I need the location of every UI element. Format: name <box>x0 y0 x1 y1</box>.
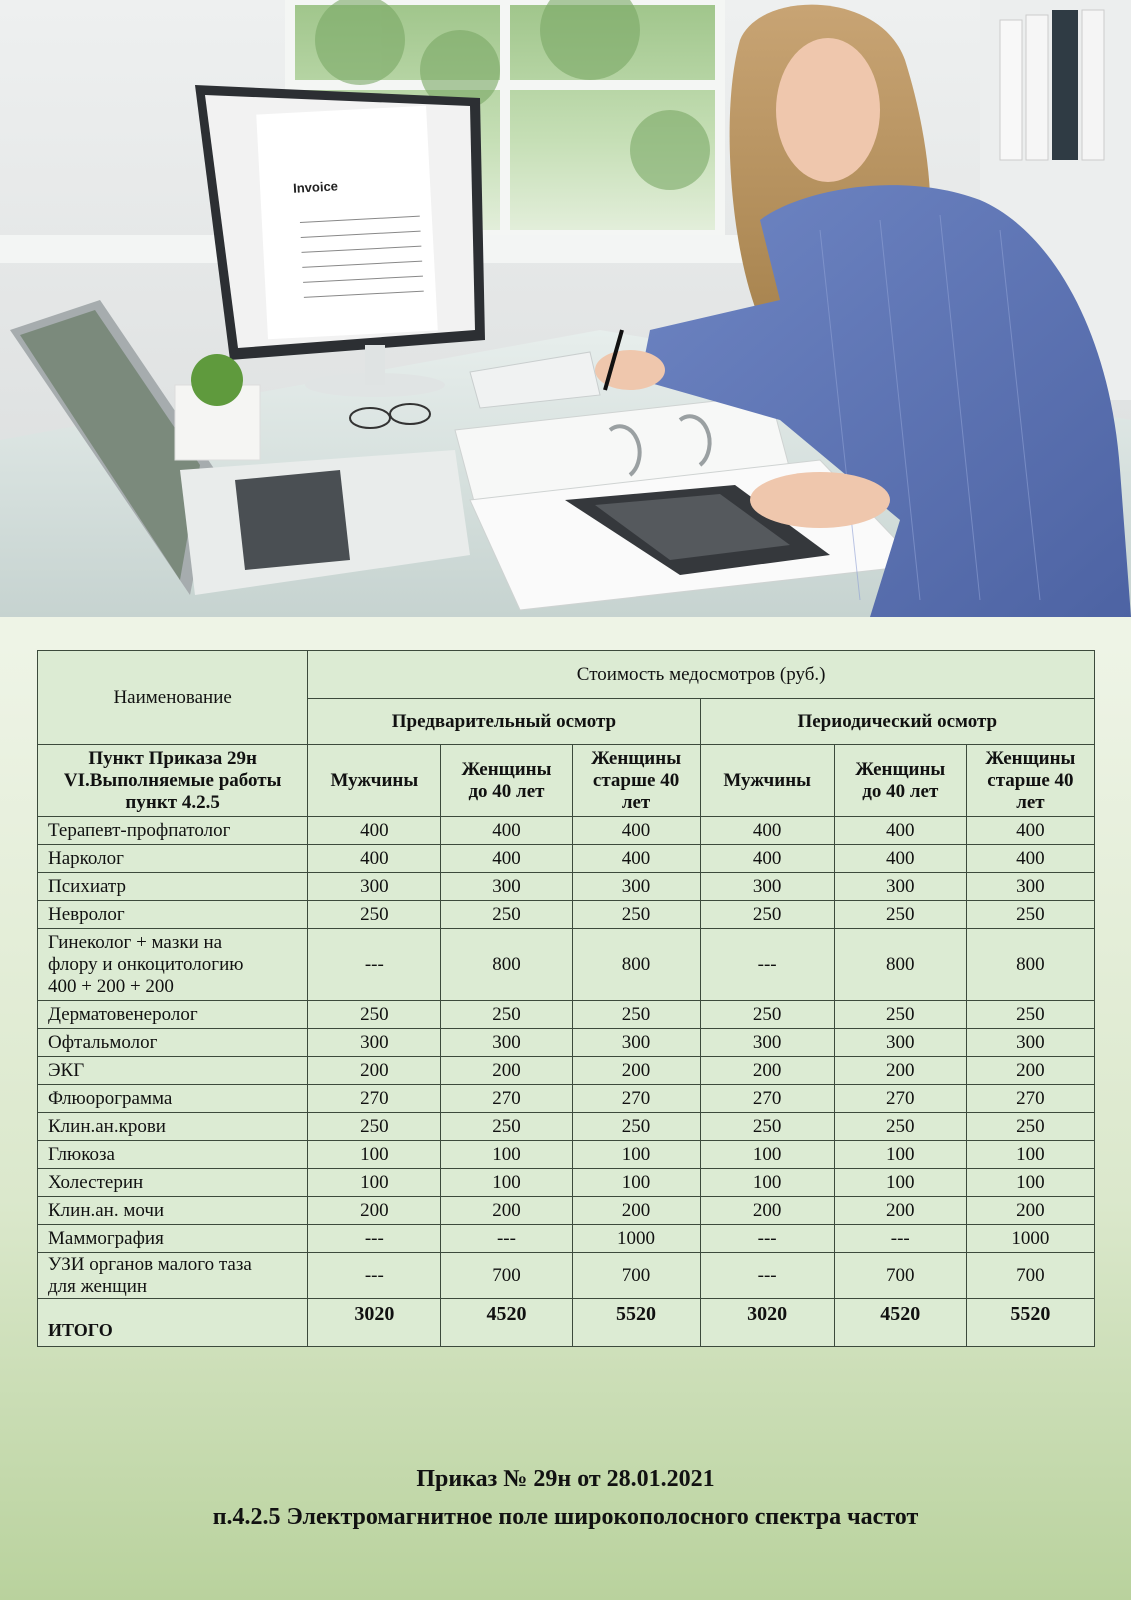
price-cell: 270 <box>700 1085 834 1113</box>
price-cell: 300 <box>700 873 834 901</box>
price-cell: 270 <box>834 1085 966 1113</box>
price-cell: 250 <box>572 1001 700 1029</box>
price-cell: 250 <box>441 1001 572 1029</box>
price-cell: 300 <box>572 1029 700 1057</box>
price-cell: 100 <box>308 1169 441 1197</box>
header-preliminary: Предварительный осмотр <box>308 699 700 745</box>
price-cell: 400 <box>572 845 700 873</box>
table-row <box>38 873 1095 901</box>
price-cell: 100 <box>700 1141 834 1169</box>
total-row <box>38 1299 1095 1347</box>
price-cell: 250 <box>966 1001 1094 1029</box>
table-row <box>38 1169 1095 1197</box>
price-cell: 700 <box>834 1253 966 1299</box>
price-cell: 200 <box>572 1197 700 1225</box>
service-name: Офтальмолог <box>38 1029 308 1057</box>
total-cell: 3020 <box>700 1299 834 1347</box>
service-name: Психиатр <box>38 873 308 901</box>
price-cell: 250 <box>966 1113 1094 1141</box>
price-cell: 250 <box>441 901 572 929</box>
total-label: ИТОГО <box>38 1299 308 1347</box>
price-cell: 800 <box>834 929 966 1001</box>
price-cell: 250 <box>308 1001 441 1029</box>
price-cell: 700 <box>441 1253 572 1299</box>
table-row <box>38 1113 1095 1141</box>
table-row <box>38 901 1095 929</box>
header-women-over40: Женщины старше 40 лет <box>966 745 1094 817</box>
price-cell: 300 <box>308 1029 441 1057</box>
header-women-under40: Женщины до 40 лет <box>834 745 966 817</box>
price-cell: 200 <box>700 1057 834 1085</box>
price-cell: 250 <box>700 1113 834 1141</box>
price-cell: 400 <box>441 845 572 873</box>
price-cell: 100 <box>441 1169 572 1197</box>
service-name: Клин.ан.крови <box>38 1113 308 1141</box>
price-cell: 200 <box>308 1057 441 1085</box>
price-cell: 200 <box>308 1197 441 1225</box>
service-name: Гинеколог + мазки на флору и онкоцитологию 400 + 200 + 200 <box>38 929 308 1001</box>
price-cell: 400 <box>834 845 966 873</box>
price-cell: 400 <box>700 845 834 873</box>
price-cell: --- <box>441 1225 572 1253</box>
price-cell: 1000 <box>572 1225 700 1253</box>
price-cell: 200 <box>700 1197 834 1225</box>
header-cost-group: Стоимость медосмотров (руб.) <box>308 651 1095 699</box>
price-cell: --- <box>700 929 834 1001</box>
total-cell: 5520 <box>572 1299 700 1347</box>
service-name: Холестерин <box>38 1169 308 1197</box>
price-cell: 200 <box>834 1057 966 1085</box>
price-cell: 200 <box>966 1057 1094 1085</box>
price-cell: 300 <box>966 1029 1094 1057</box>
service-name: Флюорограмма <box>38 1085 308 1113</box>
price-cell: 250 <box>572 901 700 929</box>
price-cell: 700 <box>966 1253 1094 1299</box>
price-cell: 250 <box>441 1113 572 1141</box>
price-cell: 100 <box>572 1169 700 1197</box>
price-cell: 300 <box>441 1029 572 1057</box>
header-men: Мужчины <box>700 745 834 817</box>
total-cell: 3020 <box>308 1299 441 1347</box>
price-cell: 200 <box>441 1057 572 1085</box>
header-periodic: Периодический осмотр <box>700 699 1094 745</box>
price-table <box>37 650 1095 1347</box>
price-cell: 100 <box>308 1141 441 1169</box>
price-cell: 250 <box>834 901 966 929</box>
service-name: Нарколог <box>38 845 308 873</box>
header-women-over40: Женщины старше 40 лет <box>572 745 700 817</box>
price-cell: 250 <box>700 901 834 929</box>
price-cell: 270 <box>441 1085 572 1113</box>
price-cell: 800 <box>966 929 1094 1001</box>
price-cell: 270 <box>572 1085 700 1113</box>
price-cell: 400 <box>966 845 1094 873</box>
table-row <box>38 929 1095 1001</box>
order-title: Приказ № 29н от 28.01.2021 <box>416 1466 715 1492</box>
price-cell: 250 <box>308 901 441 929</box>
price-cell: 400 <box>441 817 572 845</box>
order-subtitle: п.4.2.5 Электромагнитное поле широкополосного спектра частот <box>212 1504 919 1530</box>
price-cell: 100 <box>834 1169 966 1197</box>
service-name: Терапевт-профпатолог <box>38 817 308 845</box>
price-cell: --- <box>308 1253 441 1299</box>
price-cell: 300 <box>572 873 700 901</box>
price-cell: 400 <box>700 817 834 845</box>
total-cell: 4520 <box>834 1299 966 1347</box>
price-cell: 400 <box>308 817 441 845</box>
svg-text:Invoice: Invoice <box>292 178 339 196</box>
header-women-under40: Женщины до 40 лет <box>441 745 572 817</box>
price-cell: 100 <box>572 1141 700 1169</box>
price-cell: 800 <box>572 929 700 1001</box>
service-name: Дерматовенеролог <box>38 1001 308 1029</box>
price-cell: 250 <box>572 1113 700 1141</box>
price-cell: 270 <box>966 1085 1094 1113</box>
table-row <box>38 1253 1095 1299</box>
header-order-point: Пункт Приказа 29н VI.Выполняемые работы пункт 4.2.5 <box>38 745 308 817</box>
header-name-column: Наименование <box>38 651 308 745</box>
service-name: Глюкоза <box>38 1141 308 1169</box>
price-cell: --- <box>700 1253 834 1299</box>
price-cell: 100 <box>700 1169 834 1197</box>
total-cell: 5520 <box>966 1299 1094 1347</box>
price-cell: 300 <box>308 873 441 901</box>
table-row <box>38 1057 1095 1085</box>
price-cell: 300 <box>834 1029 966 1057</box>
price-cell: 250 <box>834 1001 966 1029</box>
table-row <box>38 1141 1095 1169</box>
price-cell: 400 <box>834 817 966 845</box>
price-cell: 300 <box>966 873 1094 901</box>
price-cell: 300 <box>441 873 572 901</box>
price-cell: --- <box>700 1225 834 1253</box>
price-cell: 300 <box>834 873 966 901</box>
price-cell: 200 <box>966 1197 1094 1225</box>
header-men: Мужчины <box>308 745 441 817</box>
price-cell: --- <box>308 929 441 1001</box>
price-cell: 250 <box>700 1001 834 1029</box>
price-cell: 100 <box>966 1169 1094 1197</box>
price-cell: --- <box>308 1225 441 1253</box>
table-row <box>38 845 1095 873</box>
price-cell: 400 <box>308 845 441 873</box>
price-cell: 800 <box>441 929 572 1001</box>
table-row <box>38 817 1095 845</box>
price-cell: --- <box>834 1225 966 1253</box>
price-cell: 1000 <box>966 1225 1094 1253</box>
price-cell: 700 <box>572 1253 700 1299</box>
price-cell: 100 <box>441 1141 572 1169</box>
service-name: Маммография <box>38 1225 308 1253</box>
service-name: Клин.ан. мочи <box>38 1197 308 1225</box>
price-cell: 400 <box>572 817 700 845</box>
table-row <box>38 1197 1095 1225</box>
service-name: ЭКГ <box>38 1057 308 1085</box>
table-row <box>38 1029 1095 1057</box>
price-cell: 200 <box>834 1197 966 1225</box>
price-cell: 100 <box>966 1141 1094 1169</box>
price-cell: 100 <box>834 1141 966 1169</box>
table-row <box>38 1225 1095 1253</box>
service-name: Невролог <box>38 901 308 929</box>
price-cell: 270 <box>308 1085 441 1113</box>
price-cell: 250 <box>966 901 1094 929</box>
table-row <box>38 1085 1095 1113</box>
price-cell: 200 <box>441 1197 572 1225</box>
price-cell: 250 <box>308 1113 441 1141</box>
price-cell: 300 <box>700 1029 834 1057</box>
total-cell: 4520 <box>441 1299 572 1347</box>
table-row <box>38 1001 1095 1029</box>
service-name: УЗИ органов малого таза для женщин <box>38 1253 308 1299</box>
header-photo <box>0 0 1131 617</box>
price-cell: 250 <box>834 1113 966 1141</box>
price-cell: 400 <box>966 817 1094 845</box>
price-cell: 200 <box>572 1057 700 1085</box>
